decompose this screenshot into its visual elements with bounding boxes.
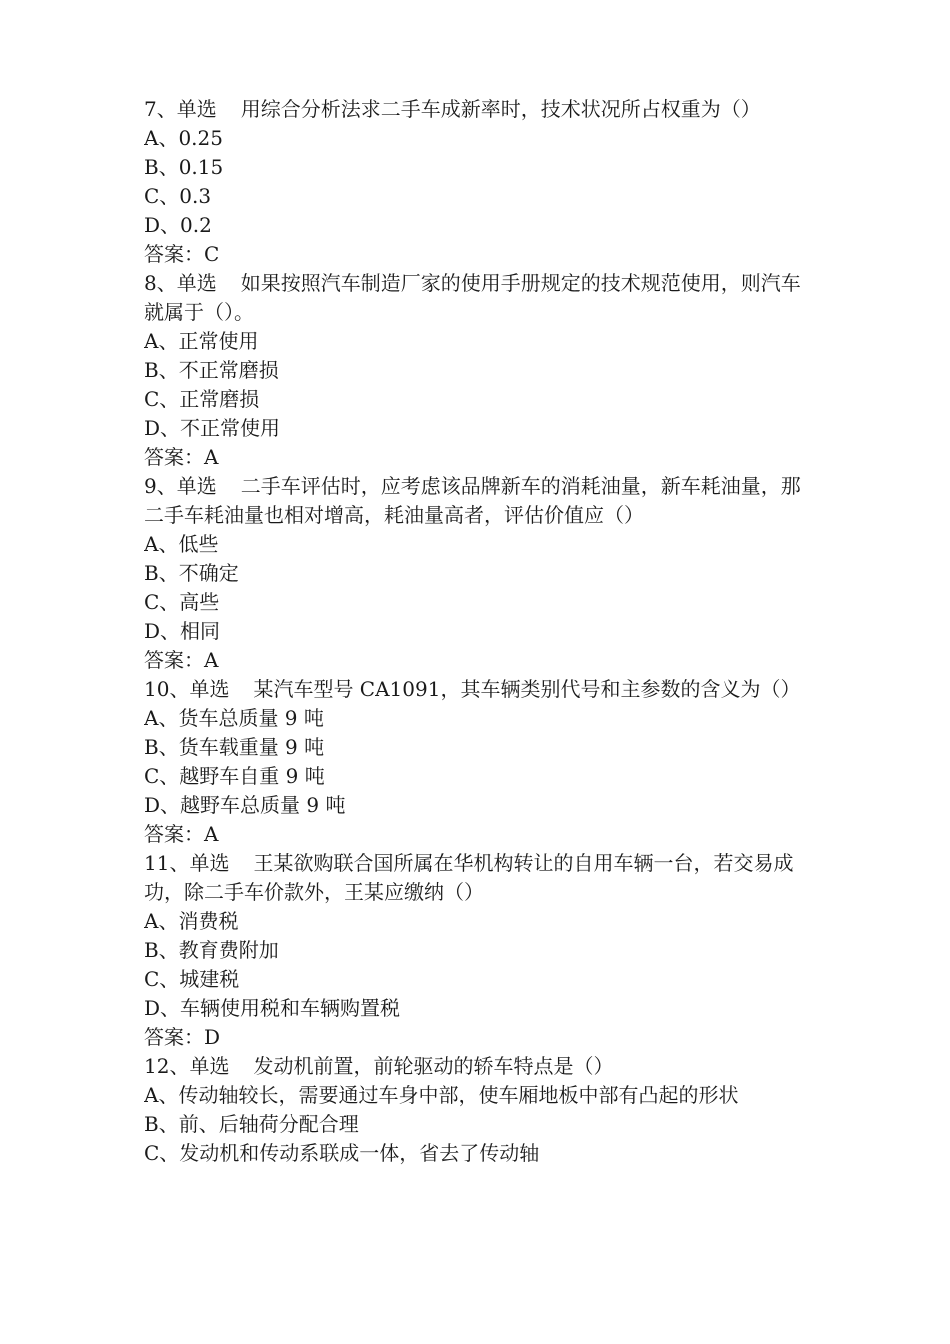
answer: 答案：C [144,242,220,266]
question-10 [144,675,814,849]
question-stem [144,849,814,907]
option-a: A、传动轴较长，需要通过车身中部，使车厢地板中部有凸起的形状 [144,1083,739,1107]
answer: 答案：A [144,648,219,672]
option-b: B、货车载重量 9 吨 [144,735,325,759]
question-11 [144,849,814,1052]
question-stem [144,95,814,124]
question-7 [144,95,814,269]
option-c: C、城建税 [144,967,240,991]
question-number: 10、 [144,677,190,701]
document-page [144,95,814,1168]
question-8 [144,269,814,472]
option-d: D、越野车总质量 9 吨 [144,793,346,817]
option-b: B、不正常磨损 [144,358,279,382]
option-a: A、消费税 [144,909,239,933]
option-b: B、0.15 [144,155,224,179]
question-text: 用综合分析法求二手车成新率时，技术状况所占权重为（） [240,97,761,121]
option-a: A、低些 [144,532,219,556]
question-9 [144,472,814,675]
question-text: 发动机前置，前轮驱动的轿车特点是（） [253,1054,614,1078]
question-12 [144,1052,814,1168]
answer: 答案：A [144,822,219,846]
question-type: 单选 [176,271,217,295]
question-stem [144,269,814,327]
option-c: C、高些 [144,590,220,614]
question-type: 单选 [176,474,217,498]
question-type: 单选 [189,851,230,875]
answer: 答案：A [144,445,219,469]
question-stem [144,675,814,704]
question-stem [144,472,814,530]
option-d: D、不正常使用 [144,416,281,440]
question-type: 单选 [189,1054,230,1078]
option-c: C、发动机和传动系联成一体，省去了传动轴 [144,1141,540,1165]
option-b: B、前、后轴荷分配合理 [144,1112,359,1136]
question-number: 9、 [144,474,177,498]
option-b: B、教育费附加 [144,938,279,962]
question-text: 王某欲购联合国所属在华机构转让的自用车辆一台，若交易成功，除二手车价款外，王某应缴纳（） [144,851,794,904]
option-c: C、正常磨损 [144,387,260,411]
question-stem [144,1052,814,1081]
option-a: A、正常使用 [144,329,259,353]
question-number: 12、 [144,1054,190,1078]
question-type: 单选 [176,97,217,121]
question-text: 二手车评估时，应考虑该品牌新车的消耗油量，新车耗油量，那二手车耗油量也相对增高，耗油量高者，评估价值应（） [144,474,801,527]
question-number: 7、 [144,97,177,121]
option-d: D、车辆使用税和车辆购置税 [144,996,401,1020]
answer: 答案：D [144,1025,221,1049]
option-d: D、相同 [144,619,221,643]
question-number: 8、 [144,271,177,295]
option-c: C、越野车自重 9 吨 [144,764,325,788]
question-number: 11、 [144,851,190,875]
question-type: 单选 [189,677,230,701]
option-a: A、0.25 [144,126,223,150]
option-c: C、0.3 [144,184,212,208]
question-text: 如果按照汽车制造厂家的使用手册规定的技术规范使用，则汽车就属于（）。 [144,271,801,324]
option-b: B、不确定 [144,561,239,585]
question-text: 某汽车型号 CA1091，其车辆类别代号和主参数的含义为（） [253,677,801,701]
option-d: D、0.2 [144,213,212,237]
option-a: A、货车总质量 9 吨 [144,706,324,730]
